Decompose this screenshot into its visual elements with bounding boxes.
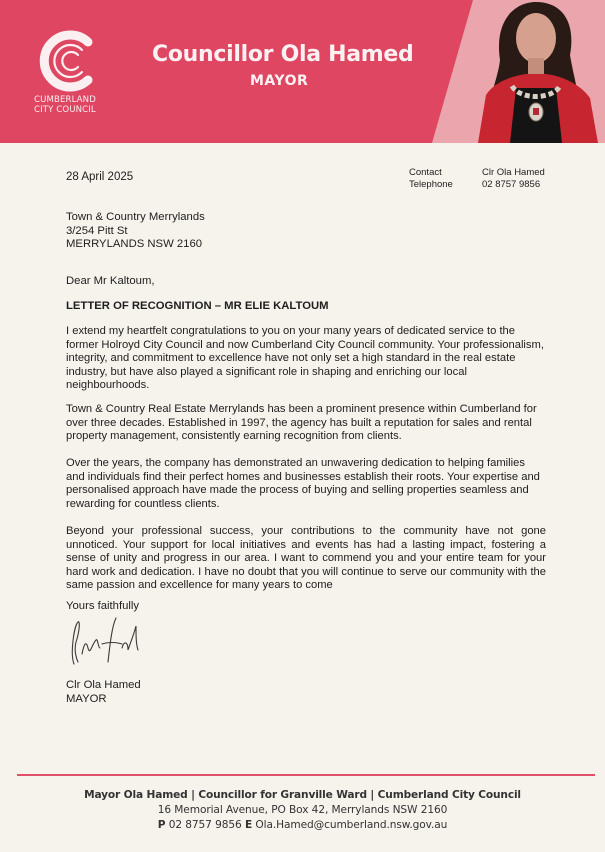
recipient-name: Town & Country Merrylands — [66, 211, 205, 223]
councillor-name-title: Councillor Ola Hamed — [152, 42, 414, 67]
contact-label: Contact — [409, 167, 442, 178]
letterhead-banner — [0, 0, 605, 143]
logo-text-line1: CUMBERLAND — [34, 95, 96, 105]
footer-contact-line — [0, 818, 605, 833]
telephone-label: Telephone — [409, 179, 453, 190]
telephone-value: 02 8757 9856 — [482, 179, 541, 190]
contact-labels — [409, 167, 453, 191]
email-label: E — [244, 819, 253, 831]
footer-email-link[interactable]: Ola.Hamed@cumberland.nsw.gov.au — [255, 819, 448, 831]
signatory-title: MAYOR — [66, 692, 107, 705]
letter-footer — [0, 788, 605, 833]
logo-text-line2: CITY COUNCIL — [34, 105, 96, 115]
recipient-address — [66, 211, 205, 252]
footer-title-line: Mayor Ola Hamed | Councillor for Granville Ward | Cumberland City Council — [84, 789, 521, 801]
council-logo-text — [34, 95, 96, 115]
footer-divider — [17, 774, 595, 776]
body-paragraph: I extend my heartfelt congratulations to you on your many years of dedicated service to the former Holroyd City Council and now Cumberland City Council community. Your professionalism, integrity, and commitment to excellence have not only set a high standard in the real estate industry, but have also played a significant role in shaping and enriching our local neighbourhoods. — [66, 325, 544, 392]
mayor-portrait-photo — [470, 0, 600, 143]
contact-value: Clr Ola Hamed — [482, 167, 545, 178]
salutation: Dear Mr Kaltoum, — [66, 275, 155, 287]
phone-label: P — [157, 819, 166, 831]
body-paragraph: Over the years, the company has demonstrated an unwavering dedication to helping families and individuals find their perfect homes and businesses establish their roots. Your expertise and personalised approach have made the process of buying and selling properties seamless and rewarding for countless clients. — [66, 457, 540, 510]
signatory — [66, 679, 141, 706]
footer-address-line: 16 Memorial Avenue, PO Box 42, Merrylands NSW 2160 — [157, 804, 448, 816]
mayor-role-title: MAYOR — [250, 73, 309, 89]
signatory-name: Clr Ola Hamed — [66, 679, 141, 691]
closing-line: Yours faithfully — [66, 600, 140, 612]
letter-subject: LETTER OF RECOGNITION – MR ELIE KALTOUM — [66, 300, 329, 312]
handwritten-signature — [66, 614, 146, 672]
contact-values — [482, 167, 545, 191]
footer-phone: 02 8757 9856 — [168, 819, 242, 831]
body-paragraph: Town & Country Real Estate Merrylands has been a prominent presence within Cumberland for over three decades. Established in 1997, the agency has built a reputation for sales and rental property management, consistently earning recognition from clients. — [66, 403, 537, 443]
recipient-street: 3/254 Pitt St — [66, 224, 128, 237]
body-paragraph: Beyond your professional success, your contributions to the community have not gone unnoticed. Your support for local initiatives and events has had a lasting impact, fostering a sense of unity and progress in our area. I want to commend you and your entire team for your hard work and dedication. I have no doubt that you will continue to serve our community with the same passion and excellence for many years to come — [66, 525, 546, 592]
recipient-suburb: MERRYLANDS NSW 2160 — [66, 238, 203, 251]
letter-date: 28 April 2025 — [66, 171, 134, 183]
